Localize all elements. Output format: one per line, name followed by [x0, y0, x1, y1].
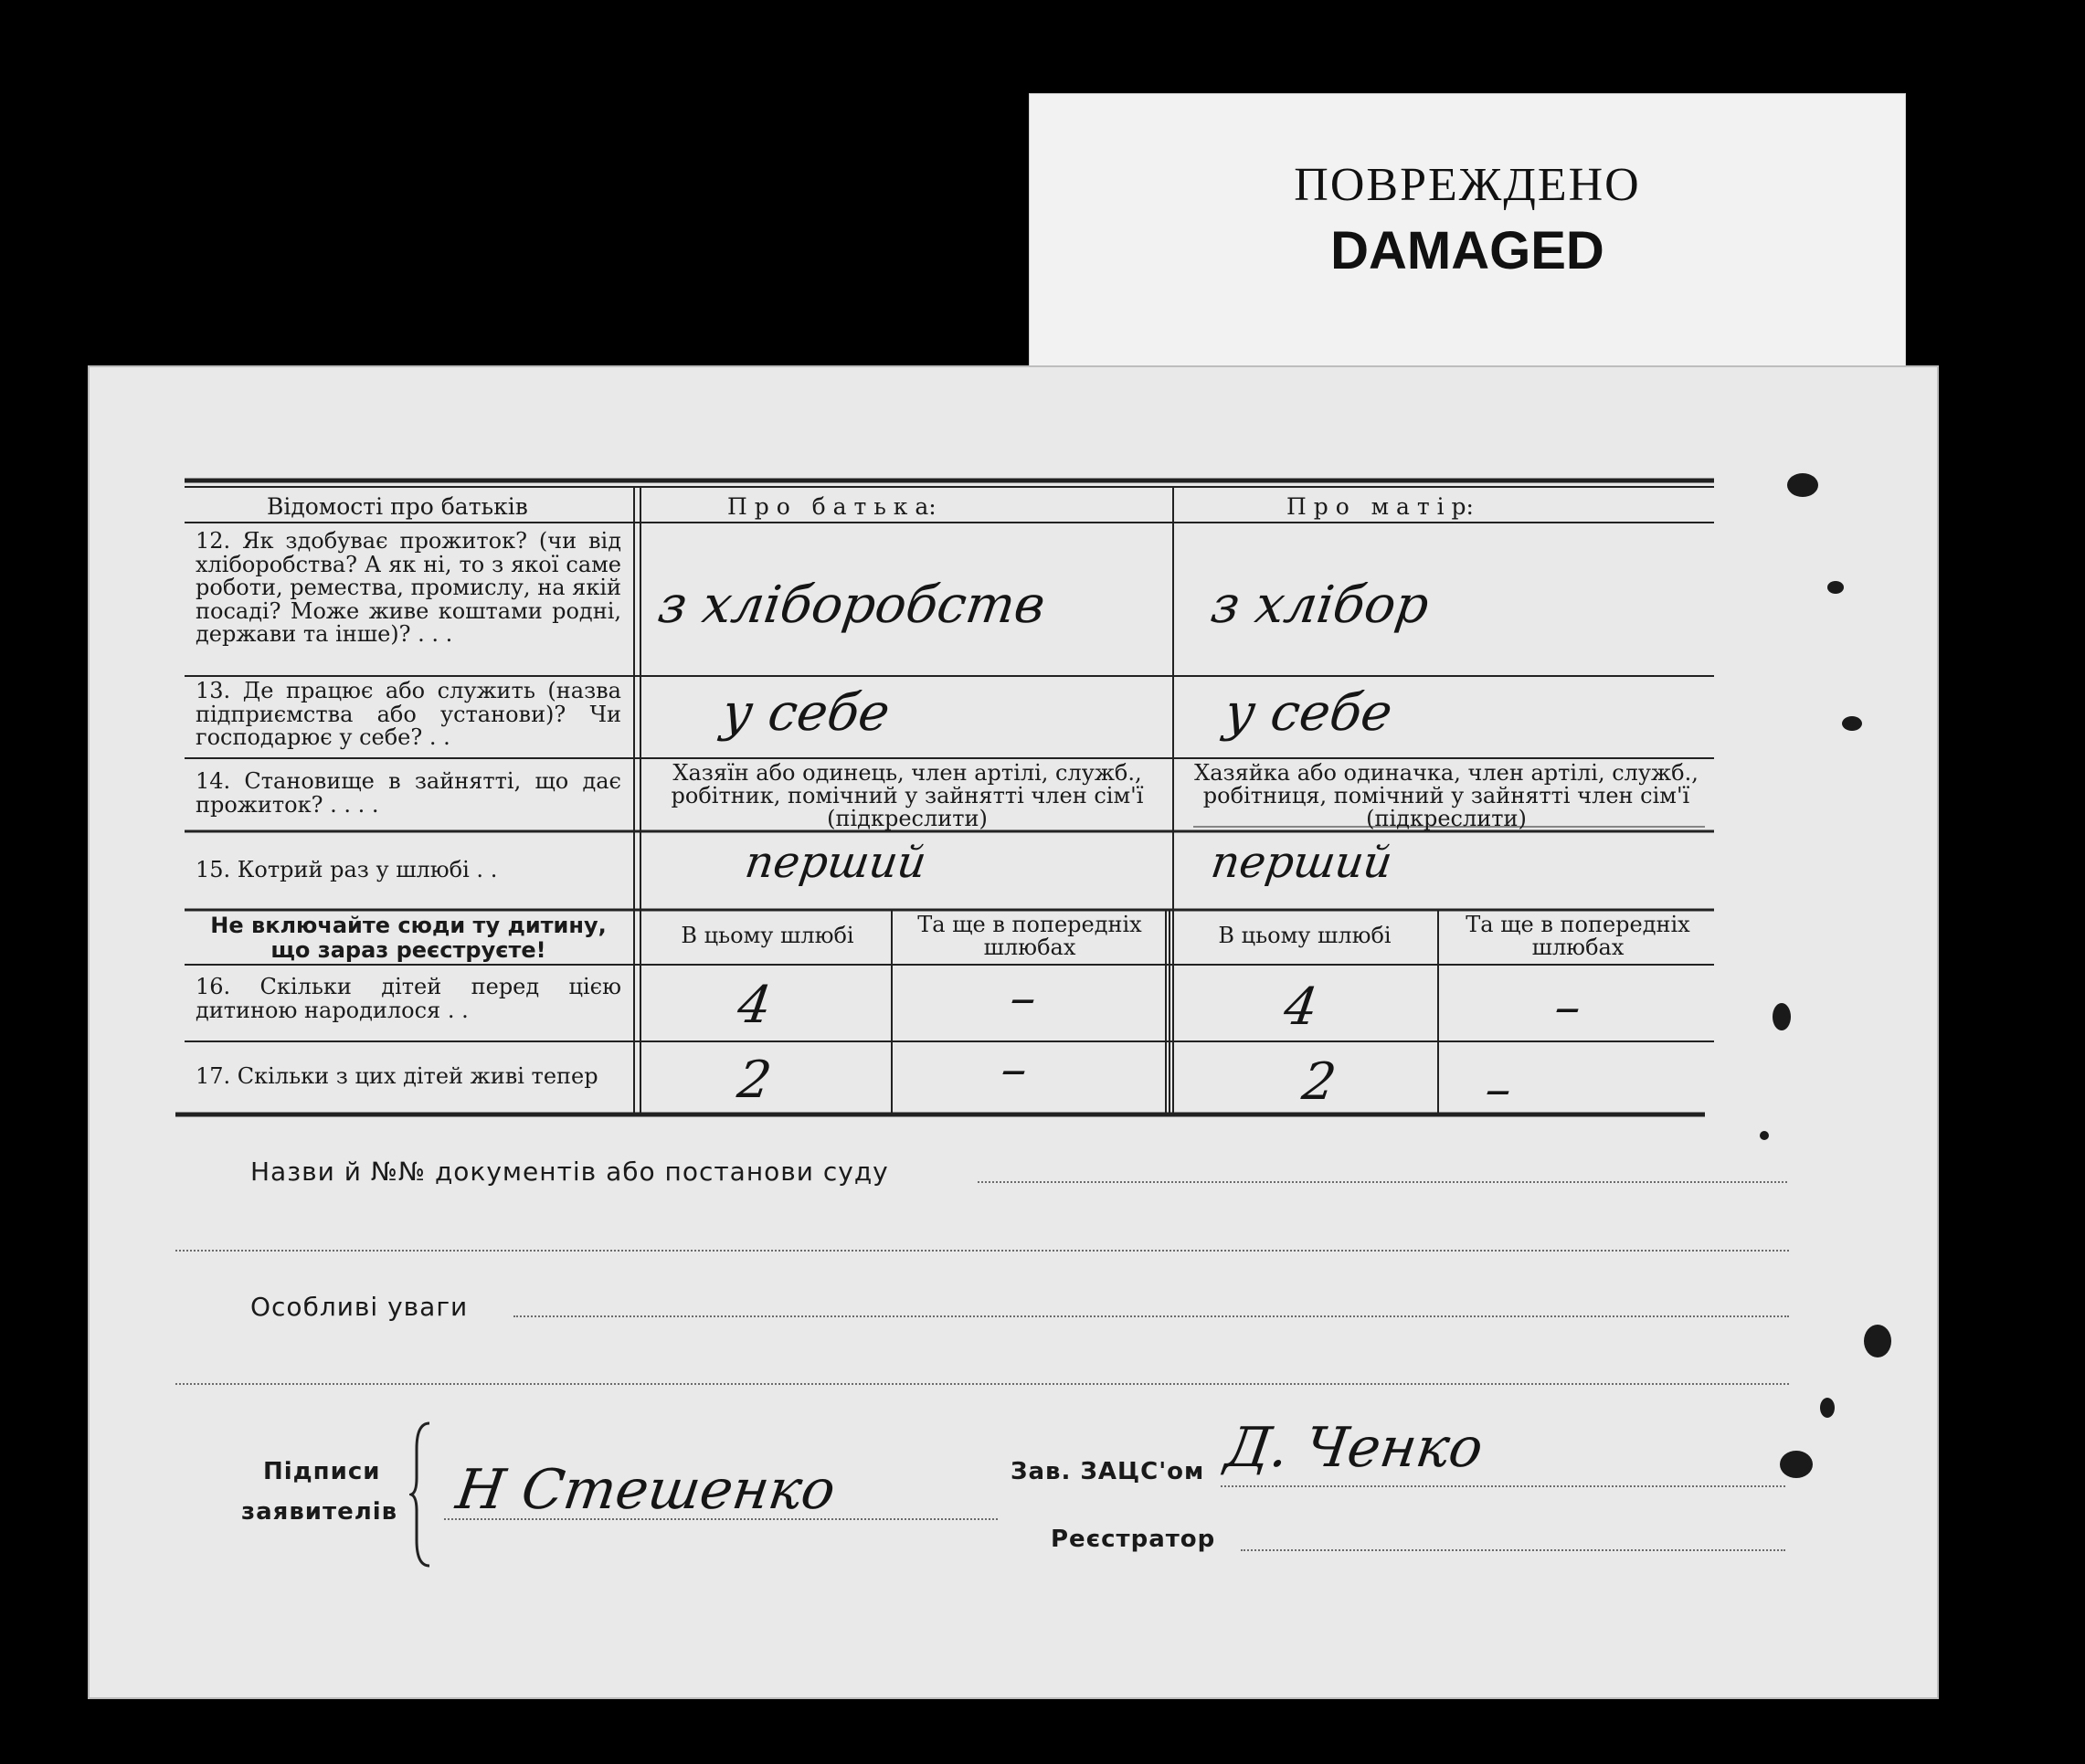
q12-father-answer: з хліборобств	[654, 576, 1049, 635]
q14-father-options: Хазяїн або одинець, член артілі, служб., робітник, помічний у зайнятті член сім'ї (підкреслити)	[671, 760, 1144, 831]
q15-father-answer: перший	[742, 837, 930, 888]
q16-father-this: 4	[734, 976, 776, 1035]
q12-mother-answer: з хлібор	[1207, 576, 1433, 635]
header-mother: П р о м а т і р:	[1286, 493, 1474, 520]
damaged-label-ru: ПОВРЕЖДЕНО	[1294, 159, 1641, 211]
document-sheet	[88, 365, 1939, 1699]
father-previous-header: Та ще в попередніх шлюбах	[917, 912, 1142, 960]
binding-hole	[1787, 473, 1818, 497]
head-signature-line	[1221, 1485, 1785, 1487]
q17-father-prev: –	[997, 1040, 1032, 1099]
q17-mother-prev: –	[1481, 1060, 1516, 1119]
documents-line-1	[978, 1181, 1787, 1183]
header-father: П р о б а т ь к а:	[727, 493, 937, 520]
question-17: 17. Скільки з цих дітей живі тепер	[196, 1063, 598, 1089]
head-label: Зав. ЗАЦС'ом	[1011, 1458, 1205, 1485]
header-info: Відомості про батьків	[267, 493, 528, 520]
documents-line-2	[175, 1250, 1789, 1252]
q13-mother-answer: у себе	[1221, 683, 1396, 743]
question-14: 14. Становище в зайнятті, що дає прожиток? . . . .	[196, 768, 621, 818]
q14-mother-options: Хазяйка або одиначка, член артілі, служб., робітниця, помічний у зайнятті член сім'ї (підкреслити)	[1194, 760, 1699, 831]
notes-line-2	[175, 1383, 1789, 1385]
applicant-signature-line	[444, 1518, 998, 1520]
binding-hole	[1820, 1398, 1835, 1418]
head-signature: Д. Ченко	[1222, 1416, 1487, 1480]
binding-hole	[1842, 716, 1862, 731]
question-16: 16. Скільки дітей перед цією дитиною народилося . .	[196, 974, 621, 1023]
applicant-signature: Н Стешенко	[452, 1458, 840, 1522]
registrar-line	[1241, 1549, 1785, 1551]
q16-mother-this: 4	[1280, 977, 1322, 1037]
binding-hole	[1864, 1325, 1891, 1357]
question-15: 15. Котрий раз у шлюбі . .	[196, 857, 498, 882]
binding-hole	[1760, 1131, 1769, 1140]
registrar-label: Реєстратор	[1051, 1526, 1216, 1553]
q16-mother-prev: –	[1551, 977, 1585, 1037]
damaged-label-en: DAMAGED	[1330, 221, 1604, 280]
documents-label: Назви й №№ документів або постанови суду	[250, 1157, 889, 1187]
damaged-label	[1029, 93, 1906, 369]
question-12: 12. Як здобуває прожиток? (чи від хліборобства? А як ні, то з якої саме роботи, ремества, промислу, на якій посаді? Може живе коштами родні, держави та інше)? . . .	[196, 528, 621, 647]
mother-previous-header: Та ще в попередніх шлюбах	[1466, 912, 1690, 960]
q15-mother-answer: перший	[1208, 837, 1396, 888]
q13-father-answer: у себе	[718, 683, 894, 743]
q16-father-prev: –	[1006, 968, 1041, 1028]
signatures-label-1: Підписи	[263, 1458, 381, 1485]
question-13: 13. Де працює або служить (назва підприємства або установи)? Чи господарює у себе? . .	[196, 678, 621, 750]
signatures-brace	[409, 1421, 446, 1568]
q17-father-this: 2	[734, 1051, 776, 1110]
children-note: Не включайте сюди ту дитину, що зараз реєструєте!	[210, 913, 607, 963]
q17-mother-this: 2	[1298, 1052, 1340, 1112]
notes-label: Особливі уваги	[250, 1292, 469, 1322]
binding-hole	[1773, 1003, 1791, 1030]
signatures-label-2: заявителів	[241, 1498, 398, 1526]
notes-line-1	[513, 1315, 1789, 1317]
binding-hole	[1780, 1451, 1813, 1478]
father-this-marriage-header: В цьому шлюбі	[681, 923, 854, 948]
binding-hole	[1827, 581, 1844, 594]
mother-this-marriage-header: В цьому шлюбі	[1218, 923, 1392, 948]
